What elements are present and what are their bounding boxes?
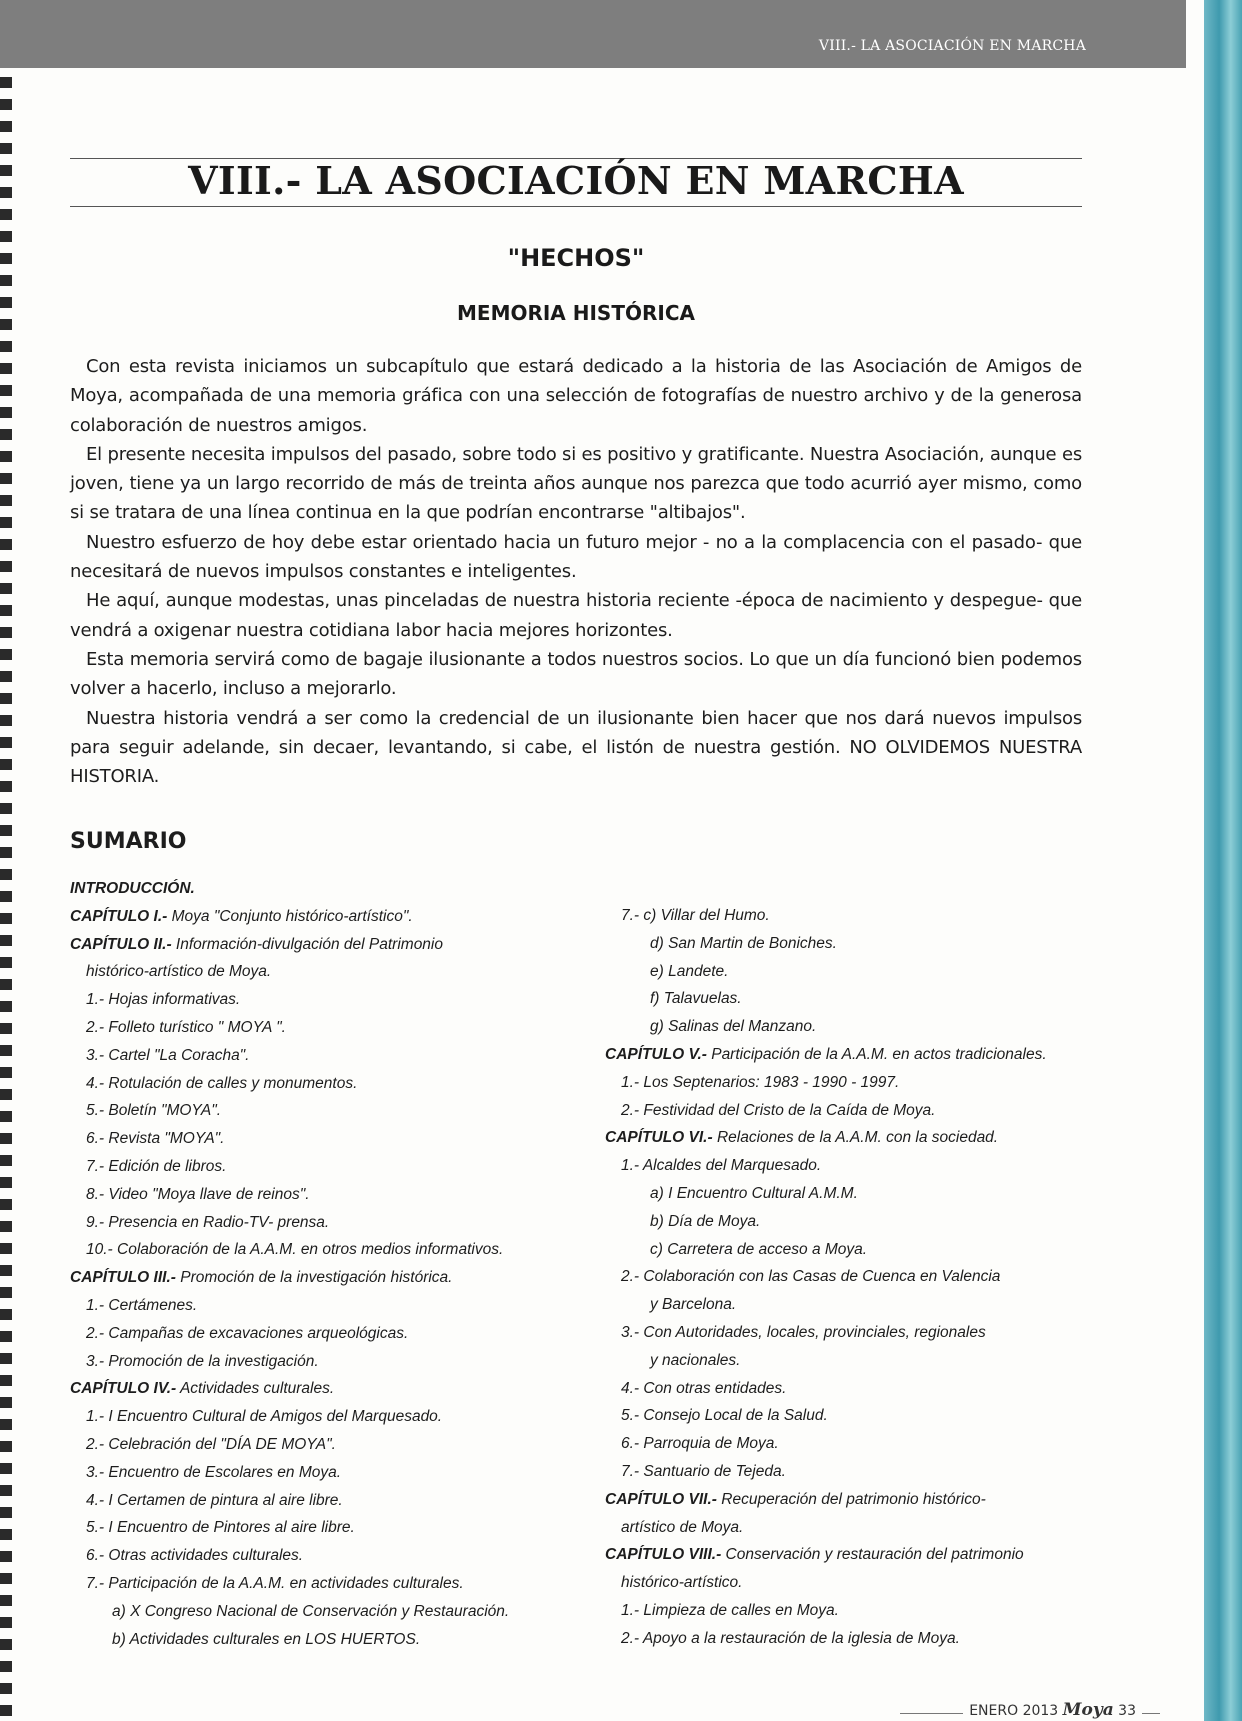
entry-text: e) Landete.: [650, 962, 729, 980]
entry-text: g) Salinas del Manzano.: [650, 1018, 817, 1036]
entry-text: histórico-artístico.: [621, 1574, 743, 1592]
footer-page-number: 33: [1118, 1703, 1136, 1719]
entry-text: Participación de la A.A.M. en actos tradicionales.: [706, 1045, 1047, 1063]
entry-text: f) Talavuelas.: [650, 990, 742, 1008]
entry-text: 2.- Folleto turístico " MOYA ".: [86, 1018, 286, 1036]
summary-column-right: [605, 902, 1105, 1653]
paragraph: Esta memoria servirá como de bagaje ilusionante a todos nuestros socios. Lo que un día funcionó bien podemos volver a hacerlo, incluso a mejorarlo.: [70, 648, 1082, 700]
summary-entry: [70, 958, 570, 986]
summary-entry: [605, 1514, 1105, 1542]
summary-entry: [605, 902, 1105, 930]
summary-entry: [70, 986, 570, 1014]
intro-text: [70, 352, 1082, 791]
chapter-label: CAPÍTULO I.-: [70, 907, 168, 925]
page-edge-decoration: [1204, 0, 1242, 1721]
entry-text: 1.- Alcaldes del Marquesado.: [621, 1157, 822, 1175]
entry-text: y nacionales.: [650, 1351, 741, 1369]
entry-text: 5.- Consejo Local de la Salud.: [621, 1407, 828, 1425]
entry-text: y Barcelona.: [650, 1296, 737, 1314]
summary-entry: [605, 1124, 1105, 1152]
summary-entry: [605, 958, 1105, 986]
summary-entry: [605, 1597, 1105, 1625]
chapter-label: CAPÍTULO II.-: [70, 935, 172, 953]
summary-entry: [605, 1375, 1105, 1403]
entry-text: 7.- Edición de libros.: [86, 1157, 227, 1175]
entry-text: b) Día de Moya.: [650, 1212, 761, 1230]
entry-text: 2.- Celebración del "DÍA DE MOYA".: [86, 1435, 336, 1453]
entry-text: 1.- Certámenes.: [86, 1296, 198, 1314]
paragraph: Con esta revista iniciamos un subcapítulo que estará dedicado a la historia de las Asociación de Amigos de Moya, acompañada de una memoria gráfica con una selección de fotografías de nuestro archivo y de la generosa colaboración de nuestros amigos.: [70, 356, 1082, 436]
running-header-bar: [0, 0, 1186, 68]
summary-entry: [605, 1041, 1105, 1069]
summary-entry: [70, 1375, 570, 1403]
entry-text: 2.- Colaboración con las Casas de Cuenca en Valencia: [621, 1268, 1001, 1286]
summary-entry: [605, 1541, 1105, 1569]
summary-entry: [70, 1570, 570, 1598]
spiral-binding: [0, 0, 12, 1721]
summary-heading: SUMARIO: [70, 829, 187, 854]
summary-entry: [605, 1430, 1105, 1458]
section-subtitle: "HECHOS": [507, 244, 645, 272]
entry-text: 7.- Participación de la A.A.M. en actividades culturales.: [86, 1574, 464, 1592]
summary-entry: [605, 930, 1105, 958]
entry-text: Promoción de la investigación histórica.: [175, 1269, 453, 1287]
summary-entry: [70, 1348, 570, 1376]
entry-text: 3.- Promoción de la investigación.: [86, 1352, 319, 1370]
entry-text: 1.- Limpieza de calles en Moya.: [621, 1601, 839, 1619]
summary-entry: [70, 1598, 570, 1626]
summary-entry: [70, 875, 570, 903]
paragraph: Nuestra historia vendrá a ser como la credencial de un ilusionante bien hacer que nos dará nuevos impulsos para seguir adelande, sin decaer, levantando, si cabe, el listón de nuestra gestión. NO OLVIDEMOS NUESTRA HISTORIA.: [70, 707, 1082, 788]
summary-entry: [605, 1013, 1105, 1041]
entry-text: a) X Congreso Nacional de Conservación y Restauración.: [112, 1602, 510, 1620]
entry-text: 4.- Rotulación de calles y monumentos.: [86, 1074, 358, 1092]
entry-text: 3.- Cartel "La Coracha".: [86, 1046, 250, 1064]
entry-text: 3.- Encuentro de Escolares en Moya.: [86, 1463, 342, 1481]
entry-text: 6.- Parroquia de Moya.: [621, 1435, 779, 1453]
summary-entry: [605, 1486, 1105, 1514]
entry-text: d) San Martin de Boniches.: [650, 934, 837, 952]
summary-entry: [605, 1236, 1105, 1264]
summary-entry: [605, 1402, 1105, 1430]
summary-entry: [605, 1458, 1105, 1486]
entry-text: artístico de Moya.: [621, 1518, 744, 1536]
entry-text: Recuperación del patrimonio histórico-: [716, 1490, 986, 1508]
entry-text: Moya "Conjunto histórico-artístico".: [167, 907, 413, 925]
paragraph: He aquí, aunque modestas, unas pinceladas de nuestra historia reciente -época de nacimiento y despegue- que vendrá a oxigenar nuestra cotidiana labor hacia mejores horizontes.: [70, 590, 1082, 641]
chapter-label: CAPÍTULO III.-: [70, 1269, 176, 1287]
entry-text: 3.- Con Autoridades, locales, provinciales, regionales: [621, 1323, 986, 1341]
entry-text: 10.- Colaboración de la A.A.M. en otros medios informativos.: [86, 1241, 504, 1259]
chapter-label: CAPÍTULO VII.-: [605, 1490, 717, 1508]
summary-entry: [605, 1263, 1105, 1291]
summary-entry: [605, 1180, 1105, 1208]
summary-entry: [70, 1292, 570, 1320]
entry-text: 6.- Revista "MOYA".: [86, 1130, 225, 1148]
entry-text: a) I Encuentro Cultural A.M.M.: [650, 1184, 858, 1202]
entry-text: 5.- Boletín "MOYA".: [86, 1102, 222, 1120]
entry-text: 7.- Santuario de Tejeda.: [621, 1462, 786, 1480]
summary-entry: [70, 1542, 570, 1570]
entry-text: 4.- I Certamen de pintura al aire libre.: [86, 1491, 343, 1509]
page-title: VIII.- LA ASOCIACIÓN EN MARCHA: [188, 158, 964, 203]
summary-entry: [70, 1125, 570, 1153]
summary-entry: [605, 985, 1105, 1013]
entry-text: 2.- Campañas de excavaciones arqueológicas.: [86, 1324, 409, 1342]
entry-text: 1.- Los Septenarios: 1983 - 1990 - 1997.: [621, 1073, 900, 1091]
entry-text: 2.- Festividad del Cristo de la Caída de Moya.: [621, 1101, 936, 1119]
summary-entry: [70, 1014, 570, 1042]
entry-text: 8.- Video "Moya llave de reinos".: [86, 1185, 310, 1203]
summary-entry: [70, 1097, 570, 1125]
chapter-label: CAPÍTULO V.-: [605, 1045, 707, 1063]
summary-entry: [70, 1626, 570, 1654]
paragraph: El presente necesita impulsos del pasado, sobre todo si es positivo y gratificante. Nuestra Asociación, aunque es joven, tiene ya un largo recorrido de más de treinta años aunque nos parezca que todo acurrió ayer mismo, como si se tratara de una línea continua en la que podrían encontrarse "altibajos".: [70, 443, 1082, 524]
entry-text: 1.- I Encuentro Cultural de Amigos del Marquesado.: [86, 1408, 443, 1426]
summary-entry: [70, 1153, 570, 1181]
entry-text: Conservación y restauración del patrimonio: [721, 1546, 1024, 1564]
summary-entry: [70, 903, 570, 931]
summary-entry: [70, 1431, 570, 1459]
summary-entry: [70, 1514, 570, 1542]
entry-text: 9.- Presencia en Radio-TV- prensa.: [86, 1213, 330, 1231]
chapter-label: CAPÍTULO VIII.-: [605, 1546, 722, 1564]
chapter-label: INTRODUCCIÓN.: [70, 880, 195, 897]
paragraph: Nuestro esfuerzo de hoy debe estar orientado hacia un futuro mejor - no a la complacencia con el pasado- que necesitará de nuevos impulsos constantes e inteligentes.: [70, 531, 1082, 583]
section-subheading: MEMORIA HISTÓRICA: [457, 301, 695, 325]
summary-entry: [70, 1320, 570, 1348]
entry-text: 4.- Con otras entidades.: [621, 1379, 787, 1397]
summary-entry: [70, 931, 570, 959]
footer-date: ENERO 2013: [969, 1703, 1059, 1719]
summary-entry: [605, 1291, 1105, 1319]
footer-magazine-logo: Moya: [1062, 1700, 1114, 1720]
entry-text: Información-divulgación del Patrimonio: [171, 935, 443, 953]
title-rule-bottom: [70, 206, 1082, 207]
summary-entry: [605, 1625, 1105, 1653]
summary-entry: [70, 1181, 570, 1209]
summary-entry: [70, 1403, 570, 1431]
entry-text: histórico-artístico de Moya.: [86, 963, 272, 981]
summary-column-left: [70, 875, 570, 1653]
entry-text: c) Carretera de acceso a Moya.: [650, 1240, 868, 1258]
entry-text: 6.- Otras actividades culturales.: [86, 1547, 304, 1565]
summary-entry: [605, 1319, 1105, 1347]
summary-entry: [70, 1042, 570, 1070]
summary-entry: [605, 1347, 1105, 1375]
summary-entry: [605, 1069, 1105, 1097]
page-footer: [963, 1700, 1142, 1720]
summary-entry: [70, 1070, 570, 1098]
summary-entry: [605, 1097, 1105, 1125]
running-header-title: VIII.- LA ASOCIACIÓN EN MARCHA: [818, 38, 1086, 54]
entry-text: Relaciones de la A.A.M. con la sociedad.: [712, 1129, 999, 1147]
entry-text: 7.- c) Villar del Humo.: [621, 907, 770, 924]
entry-text: 2.- Apoyo a la restauración de la iglesia de Moya.: [621, 1629, 960, 1647]
summary-entry: [70, 1487, 570, 1515]
summary-entry: [70, 1236, 570, 1264]
summary-entry: [605, 1569, 1105, 1597]
summary-entry: [70, 1264, 570, 1292]
entry-text: 5.- I Encuentro de Pintores al aire libre.: [86, 1519, 355, 1537]
chapter-label: CAPÍTULO IV.-: [70, 1380, 177, 1398]
summary-entry: [605, 1152, 1105, 1180]
summary-entry: [70, 1209, 570, 1237]
summary-entry: [70, 1459, 570, 1487]
summary-entry: [605, 1208, 1105, 1236]
entry-text: b) Actividades culturales en LOS HUERTOS.: [112, 1630, 421, 1648]
chapter-label: CAPÍTULO VI.-: [605, 1129, 713, 1147]
entry-text: Actividades culturales.: [176, 1380, 335, 1398]
entry-text: 1.- Hojas informativas.: [86, 991, 241, 1009]
